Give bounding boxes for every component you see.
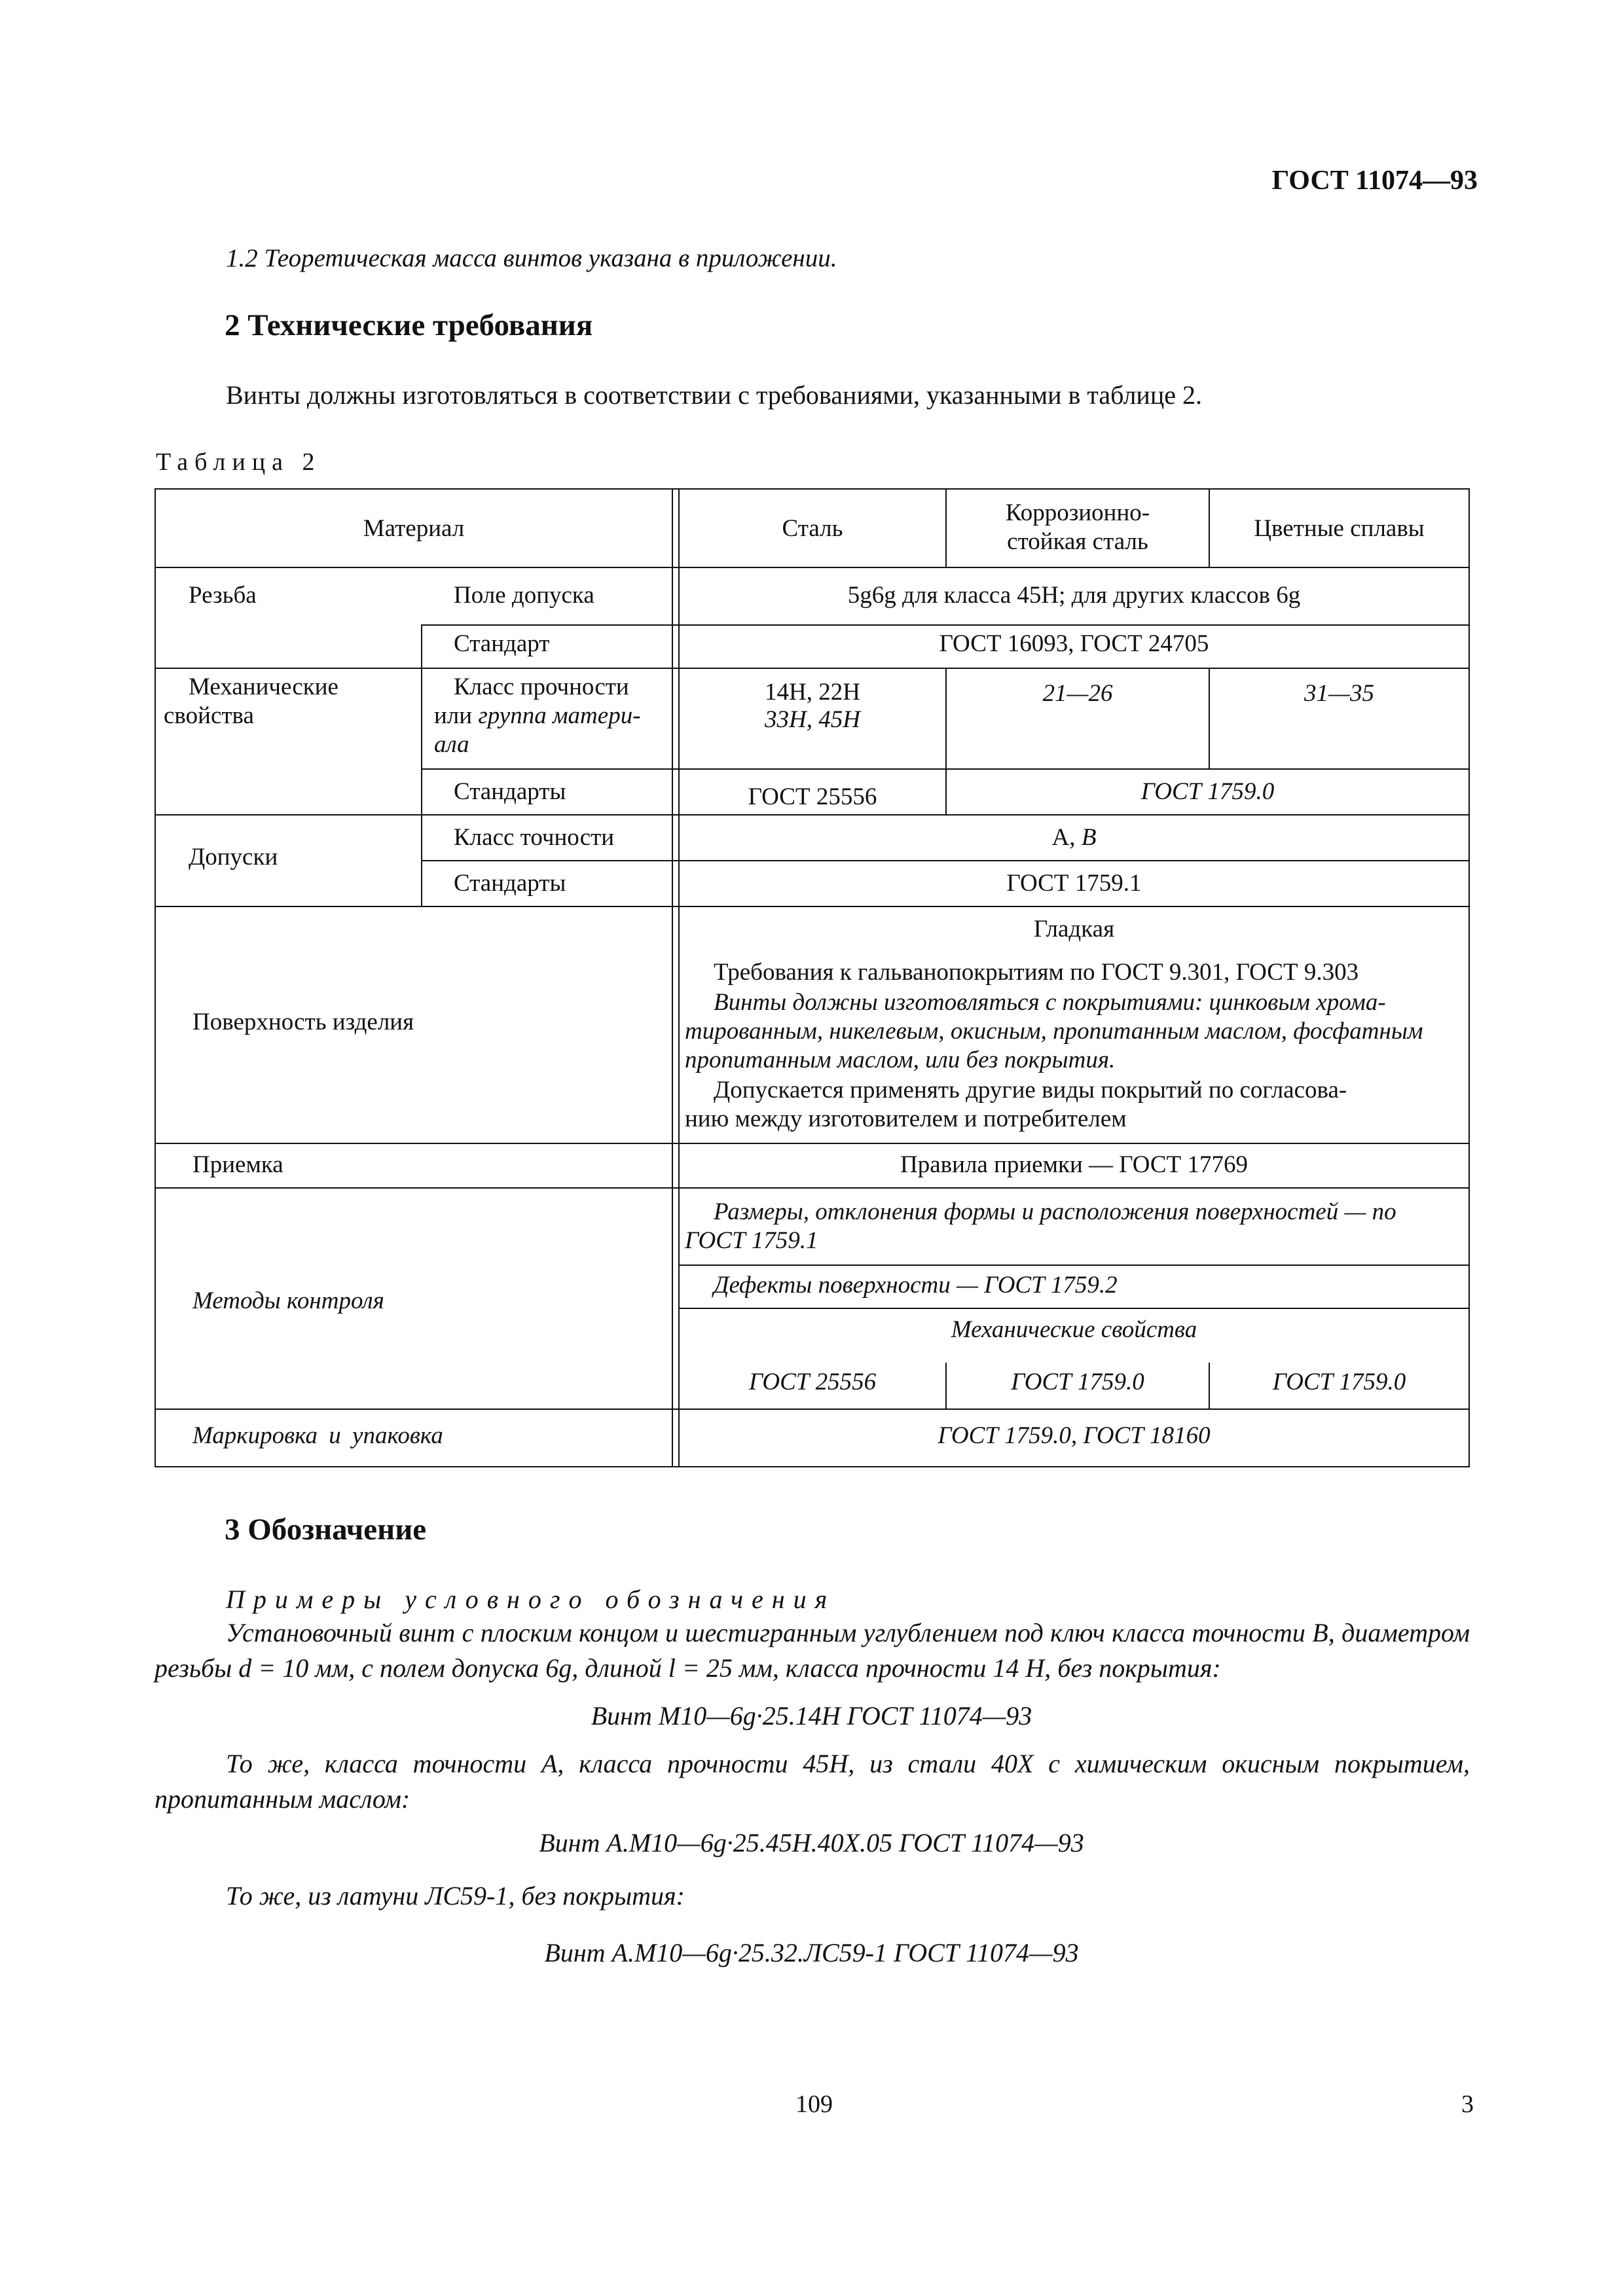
mech-stainless: 21—26 <box>1042 680 1113 707</box>
thread-tol-field: Поле допуска <box>454 582 594 609</box>
mech-label-l2: свойства <box>164 702 254 729</box>
surface-smooth: Гладкая <box>1033 916 1115 942</box>
requirements-table <box>155 488 1470 1467</box>
control-dims-l1: Размеры, отклонения формы и расположения поверхностей — по <box>714 1198 1396 1225</box>
mech-standards: Стандарты <box>454 778 566 805</box>
head-material: Материал <box>363 515 465 542</box>
example-1-designation: Винт М10—6g·25.14H ГОСТ 11074—93 <box>591 1701 1032 1731</box>
marking-value: ГОСТ 1759.0, ГОСТ 18160 <box>938 1422 1211 1449</box>
control-mech: Механические свойства <box>951 1316 1197 1343</box>
thread-tol-value: 5g6g для класса 45H; для других классов 6g <box>847 582 1301 609</box>
table-rule <box>421 768 1468 770</box>
table-rule <box>156 668 1468 669</box>
control-m-nonferrous: ГОСТ 1759.0 <box>1272 1369 1406 1395</box>
tol-standards: Стандарты <box>454 870 566 897</box>
table-rule <box>156 1143 1468 1144</box>
table-rule <box>156 567 1468 568</box>
accept-label: Приемка <box>192 1151 283 1178</box>
surface-coat-l3: пропитанным маслом, или без покрытия. <box>685 1047 1116 1073</box>
mech-class-l1: Класс прочности <box>454 673 629 700</box>
tol-accuracy-value: А, В <box>1051 824 1097 851</box>
tol-accuracy: Класс точности <box>454 824 615 851</box>
surface-label: Поверхность изделия <box>192 1009 414 1035</box>
head-stainless-l2: стойкая сталь <box>1007 528 1148 555</box>
table-label: Таблица 2 <box>156 448 321 476</box>
table-rule <box>156 1408 1468 1410</box>
table-double-rule <box>672 490 680 1466</box>
marking-label: Маркировка и упаковка <box>192 1422 443 1449</box>
example-2-designation: Винт А.М10—6g·25.45H.40Х.05 ГОСТ 11074—93 <box>539 1828 1084 1857</box>
table-rule <box>421 624 422 668</box>
thread-label: Резьба <box>189 582 257 609</box>
head-steel: Сталь <box>782 515 843 542</box>
control-defects: Дефекты поверхности — ГОСТ 1759.2 <box>714 1272 1118 1299</box>
control-m-stainless: ГОСТ 1759.0 <box>1011 1369 1144 1395</box>
note-paragraph: 1.2 Теоретическая масса винтов указана в приложении. <box>226 244 837 272</box>
page-number-right: 3 <box>1461 2090 1474 2118</box>
accept-value: Правила приемки — ГОСТ 17769 <box>900 1151 1248 1178</box>
table-rule <box>156 906 1468 907</box>
head-stainless-l1: Коррозионно- <box>1005 499 1150 526</box>
example-3-text: То же, из латуни ЛС59-1, без покрытия: <box>226 1881 685 1910</box>
table-rule <box>156 1187 1468 1189</box>
control-label: Методы контроля <box>192 1287 384 1314</box>
surface-other-l1: Допускается применять другие виды покрытий по согласова- <box>714 1077 1347 1103</box>
mech-std-steel: ГОСТ 25556 <box>748 783 877 810</box>
thread-standard-value: ГОСТ 16093, ГОСТ 24705 <box>939 630 1209 657</box>
control-dims-l2: ГОСТ 1759.1 <box>685 1227 818 1254</box>
example-3-designation: Винт А.М10—6g·25.32.ЛС59-1 ГОСТ 11074—93 <box>544 1938 1079 1967</box>
head-nonferrous: Цветные сплавы <box>1254 515 1425 542</box>
mech-label-l1: Механические <box>189 673 338 700</box>
document-header: ГОСТ 11074—93 <box>1271 166 1478 196</box>
mech-class-l2: или группа матери- <box>434 702 641 729</box>
table-rule <box>421 860 1468 861</box>
tol-label: Допуски <box>189 844 278 870</box>
section-2-intro: Винты должны изготовляться в соответствии с требованиями, указанными в таблице 2. <box>226 380 1202 410</box>
control-m-steel: ГОСТ 25556 <box>748 1369 877 1395</box>
table-rule <box>421 668 422 906</box>
page-number-center: 109 <box>795 2090 833 2118</box>
mech-std-other: ГОСТ 1759.0 <box>1140 778 1275 805</box>
mech-nonferrous: 31—35 <box>1304 680 1374 707</box>
surface-req: Требования к гальванопокрытиям по ГОСТ 9.301, ГОСТ 9.303 <box>714 959 1359 986</box>
table-rule <box>156 814 1468 816</box>
table-rule <box>680 1265 1468 1266</box>
surface-coat-l2: тированным, никелевым, окисным, пропитанным маслом, фосфатным <box>685 1018 1423 1045</box>
table-rule <box>421 624 1468 626</box>
mech-steel-l1: 14H, 22H <box>765 679 860 706</box>
mech-class-l3: ала <box>434 731 469 758</box>
example-1-text: Установочный винт с плоским концом и шестигранным углублением под ключ класса точности B, диаметром резьбы d = 10 мм, с полем допуска 6g, длиной l = 25 мм, класса прочности 14 Н, без покрытия: <box>155 1618 1470 1683</box>
section-3-title: 3 Обозначение <box>225 1513 427 1547</box>
table-rule <box>680 1308 1468 1309</box>
surface-other-l2: нию между изготовителем и потребителем <box>685 1105 1127 1132</box>
mech-steel-l2: 33H, 45H <box>765 706 860 733</box>
tol-std-value: ГОСТ 1759.1 <box>1006 870 1142 897</box>
example-2-text: То же, класса точности А, класса прочности 45H, из стали 40Х с химическим окисным покрытием, пропитанным маслом: <box>155 1749 1470 1814</box>
thread-standard: Стандарт <box>454 630 550 657</box>
examples-title: Примеры условного обозначения <box>226 1585 836 1614</box>
surface-coat-l1: Винты должны изготовляться с покрытиями: цинковым хрома- <box>714 989 1386 1016</box>
section-2-title: 2 Технические требования <box>225 308 593 342</box>
